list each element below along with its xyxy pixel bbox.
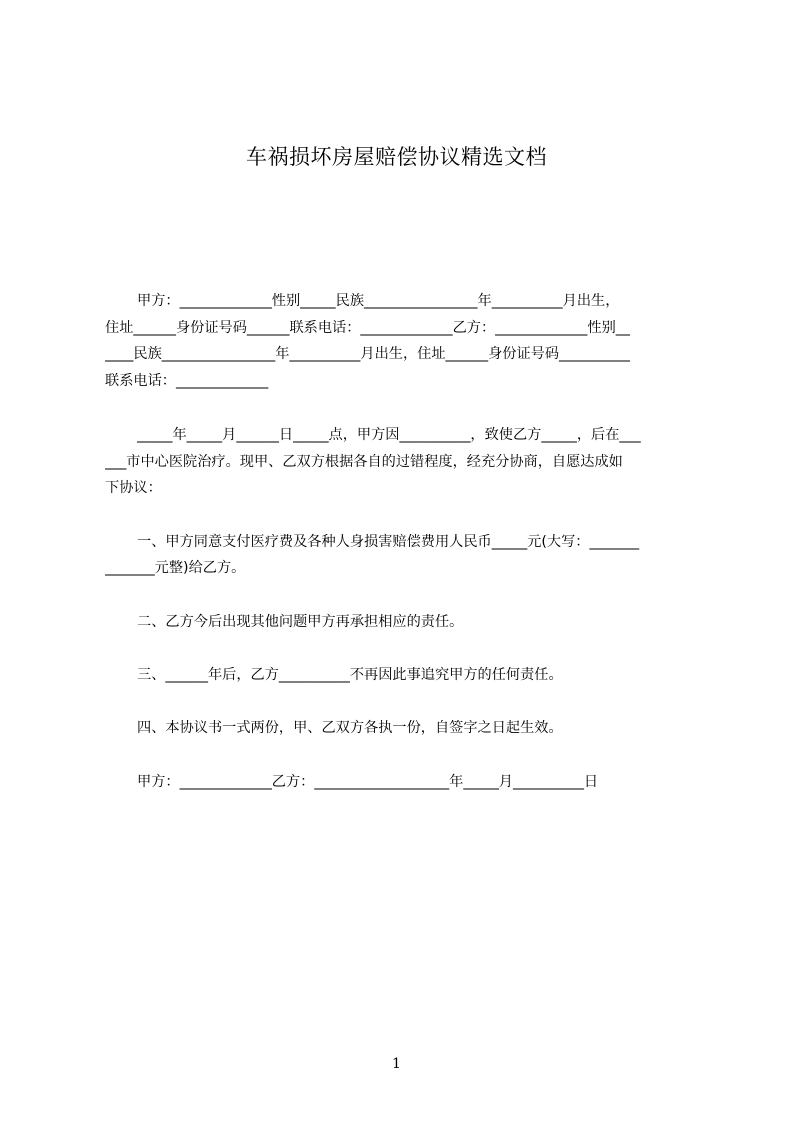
page-number: 1 — [392, 1056, 401, 1072]
party-info-line-1: 甲方：_____________性别_____民族________________年__________月出生， — [137, 293, 620, 309]
incident-line-1: _____年_____月______日_____点，甲方因__________，致使乙方_____，后在___ — [137, 427, 641, 443]
document-title: 车祸损坏房屋赔偿协议精选文档 — [246, 145, 547, 169]
clause-2: 二、乙方今后出现其他问题甲方再承担相应的责任。 — [137, 614, 464, 630]
party-info-line-3: ____民族________________年__________月出生，住址______身份证号码__________ — [105, 346, 630, 362]
incident-line-3: 下协议： — [105, 480, 162, 496]
clause-3: 三、______年后，乙方__________不再因此事追究甲方的任何责任。 — [137, 667, 563, 683]
clause-1-line-1: 一、甲方同意支付医疗费及各种人身损害赔偿费用人民币_____元(大写：_______ — [137, 534, 640, 550]
signature-line: 甲方：_____________乙方：___________________年_____月__________日 — [137, 774, 599, 790]
party-info-line-4: 联系电话：_____________ — [105, 373, 269, 389]
clause-4: 四、本协议书一式两份，甲、乙双方各执一份，自签字之日起生效。 — [137, 720, 563, 736]
clause-1-line-2: _______元整)给乙方。 — [105, 560, 246, 576]
incident-line-2: ___市中心医院治疗。现甲、乙双方根据各自的过错程度，经充分协商，自愿达成如 — [105, 454, 623, 470]
party-info-line-2: 住址______身份证号码______联系电话：_____________乙方：_____________性别__ — [105, 320, 630, 336]
